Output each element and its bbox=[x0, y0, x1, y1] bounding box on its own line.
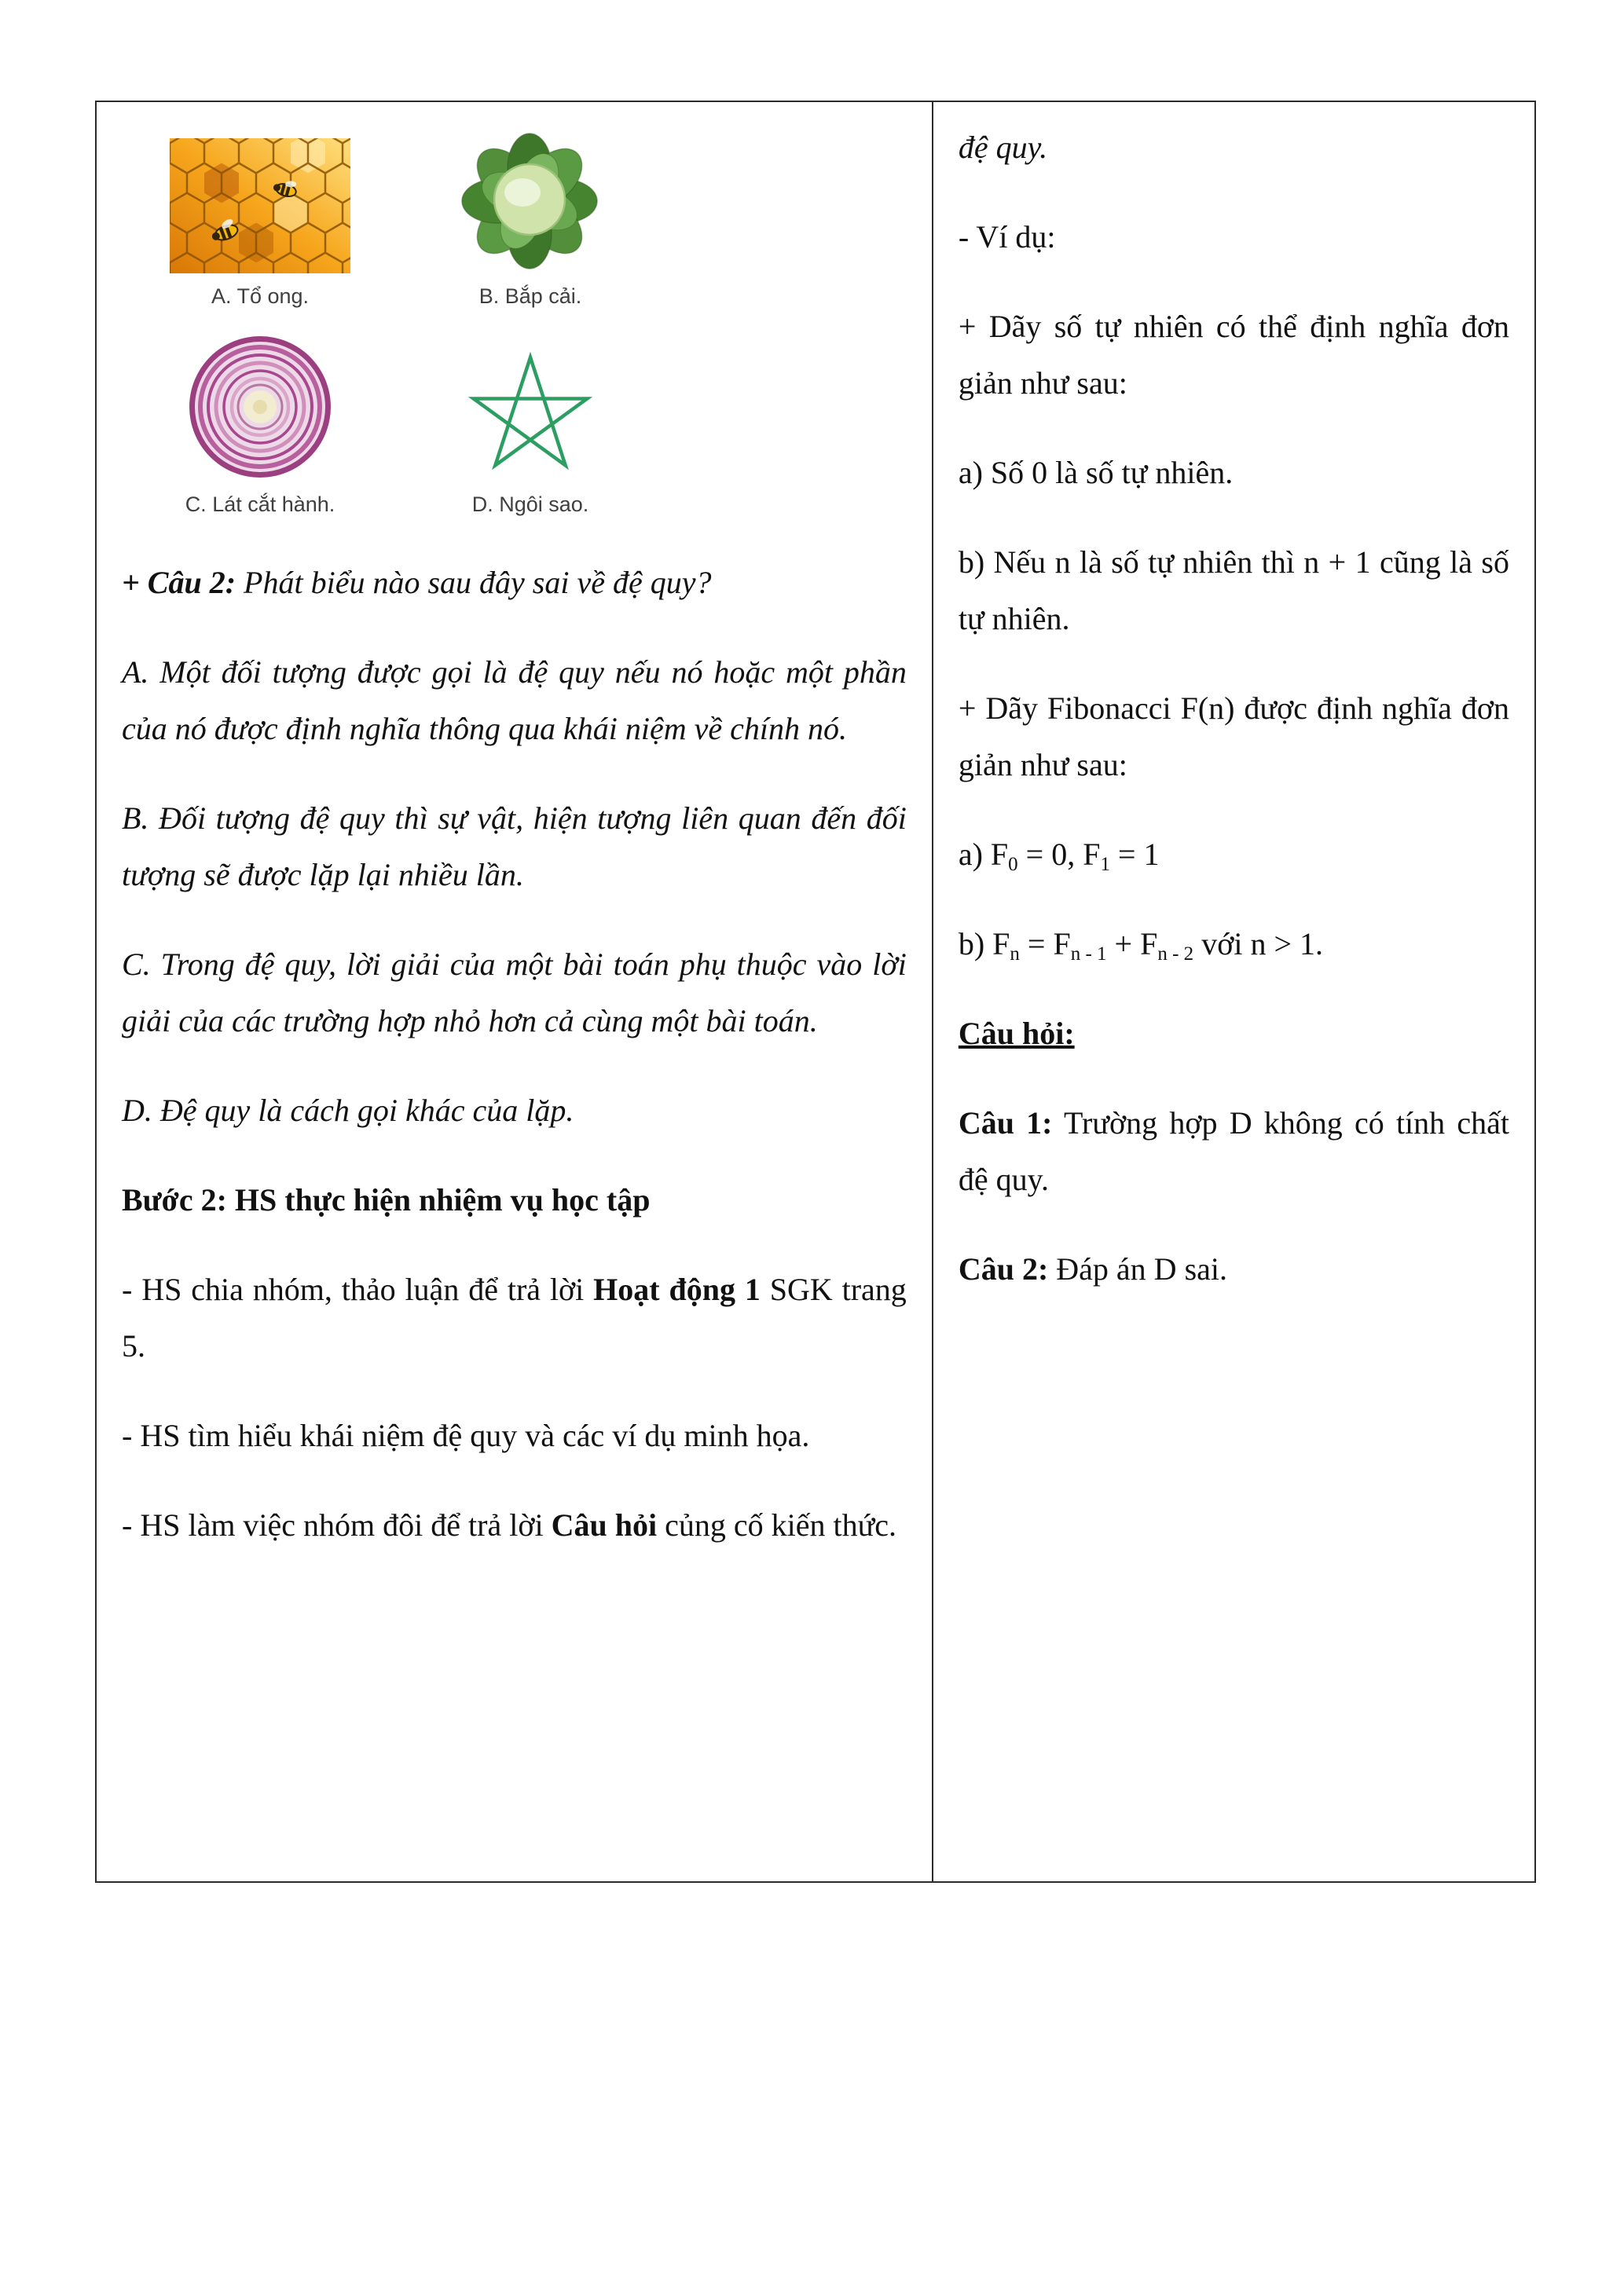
answer-1-text: Trường hợp D không có tính chất đệ quy. bbox=[958, 1105, 1509, 1197]
star-image bbox=[460, 350, 601, 482]
question-2-text: Phát biểu nào sau đây sai về đệ quy? bbox=[236, 565, 712, 600]
task-1-pre: - HS chia nhóm, thảo luận để trả lời bbox=[122, 1272, 594, 1307]
cabbage-image bbox=[448, 126, 613, 273]
figure-grid bbox=[134, 126, 907, 517]
fib-rec-text-4: với n > 1. bbox=[1193, 926, 1324, 961]
fib-rec-text-3: + F bbox=[1106, 926, 1158, 961]
figure-caption-d: D. Ngôi sao. bbox=[471, 493, 589, 516]
figure-caption-c: C. Lát cắt hành. bbox=[185, 493, 335, 516]
natural-sequence-intro: + Dãy số tự nhiên có thể định nghĩa đơn giản như sau: bbox=[958, 309, 1509, 401]
onion-image bbox=[185, 332, 335, 482]
figure-star bbox=[460, 350, 601, 517]
pentagram-shape bbox=[474, 357, 588, 466]
fib-base-text-1: a) F bbox=[958, 837, 1009, 872]
questions-heading: Câu hỏi: bbox=[958, 1016, 1075, 1051]
task-1 bbox=[122, 1262, 907, 1375]
fib-rec-text-1: b) F bbox=[958, 926, 1010, 961]
fib-base-text-2: = 0, F bbox=[1017, 837, 1101, 872]
fib-rec-sub-2: n - 1 bbox=[1070, 943, 1107, 965]
answer-1-label: Câu 1: bbox=[958, 1105, 1053, 1141]
option-a: A. Một đối tượng được gọi là đệ quy nếu nó hoặc một phần của nó được định nghĩa thông qua khái niệm về chính nó. bbox=[122, 654, 907, 746]
fibonacci-recurrence bbox=[959, 916, 1509, 972]
lesson-plan-table bbox=[95, 101, 1536, 1883]
natural-rule-a: a) Số 0 là số tự nhiên. bbox=[958, 455, 1234, 490]
question-2 bbox=[122, 555, 907, 611]
figure-onion-slice bbox=[185, 332, 335, 517]
figure-caption-a: A. Tổ ong. bbox=[211, 284, 310, 308]
figure-honeycomb bbox=[170, 138, 350, 309]
answer-2-label: Câu 2: bbox=[958, 1251, 1049, 1287]
task-3-post: củng cố kiến thức. bbox=[657, 1507, 897, 1543]
fibonacci-base-case bbox=[959, 826, 1509, 883]
task-3-pre: - HS làm việc nhóm đôi để trả lời bbox=[122, 1507, 552, 1543]
answer-1 bbox=[959, 1095, 1509, 1208]
honeycomb-image bbox=[170, 138, 350, 273]
continuation-text: đệ quy. bbox=[958, 130, 1048, 165]
figure-caption-b: B. Bắp cải. bbox=[478, 284, 582, 308]
example-label: - Ví dụ: bbox=[958, 219, 1056, 255]
step-2-heading: Bước 2: HS thực hiện nhiệm vụ học tập bbox=[122, 1182, 651, 1218]
option-c: C. Trong đệ quy, lời giải của một bài toán phụ thuộc vào lời giải của các trường hợp nhỏ hơn cả cùng một bài toán. bbox=[122, 947, 907, 1038]
task-3-bold: Câu hỏi bbox=[551, 1507, 658, 1543]
question-2-label: + Câu 2: bbox=[122, 565, 236, 600]
right-column bbox=[933, 102, 1534, 1881]
task-2: - HS tìm hiểu khái niệm đệ quy và các ví dụ minh họa. bbox=[122, 1418, 810, 1453]
option-d: D. Đệ quy là cách gọi khác của lặp. bbox=[122, 1093, 574, 1128]
fib-base-sub-2: 1 bbox=[1100, 854, 1110, 875]
fib-rec-text-2: = F bbox=[1019, 926, 1071, 961]
fib-rec-sub-1: n bbox=[1010, 943, 1020, 965]
natural-rule-b: b) Nếu n là số tự nhiên thì n + 1 cũng là số tự nhiên. bbox=[958, 544, 1509, 636]
option-b: B. Đối tượng đệ quy thì sự vật, hiện tượng liên quan đến đối tượng sẽ được lặp lại nhiều lần. bbox=[122, 800, 907, 892]
task-3 bbox=[122, 1497, 907, 1554]
fib-rec-sub-3: n - 2 bbox=[1157, 943, 1194, 965]
fibonacci-intro: + Dãy Fibonacci F(n) được định nghĩa đơn giản như sau: bbox=[958, 690, 1509, 782]
task-1-post: SGK trang 5. bbox=[122, 1272, 907, 1364]
figure-cabbage bbox=[448, 126, 613, 309]
task-1-bold: Hoạt động 1 bbox=[593, 1272, 761, 1307]
answer-2-text: Đáp án D sai. bbox=[1048, 1251, 1227, 1287]
fib-base-sub-1: 0 bbox=[1008, 854, 1018, 875]
fib-base-text-3: = 1 bbox=[1109, 837, 1160, 872]
answer-2 bbox=[959, 1241, 1509, 1298]
left-column bbox=[97, 102, 933, 1881]
